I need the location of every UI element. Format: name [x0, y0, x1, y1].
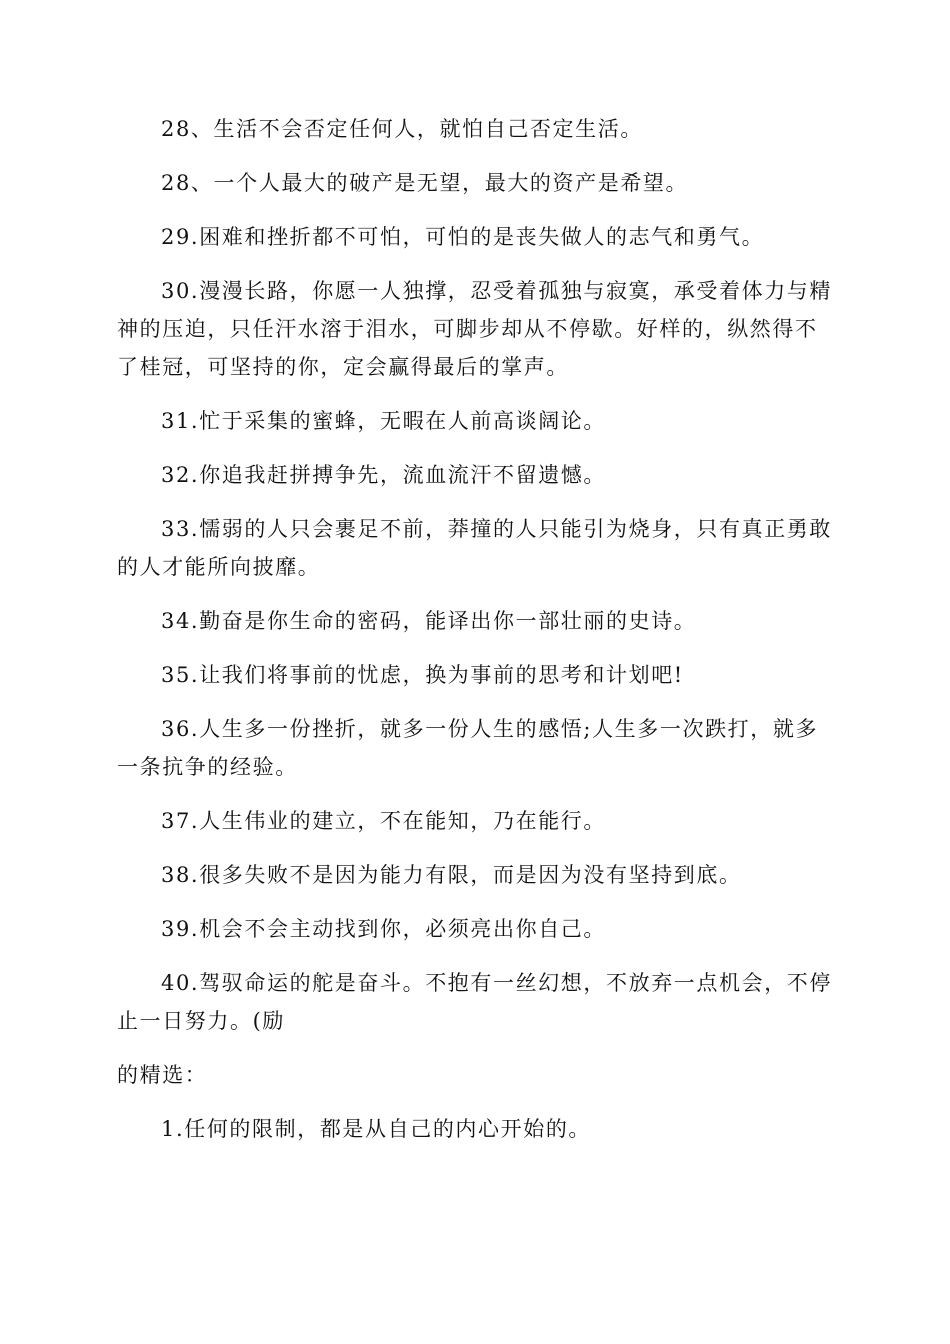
paragraph: 31.忙于采集的蜜蜂，无暇在人前高谈阔论。	[161, 409, 606, 433]
paragraph: 30.漫漫长路，你愿一人独撑，忍受着孤独与寂寞，承受着体力与精神的压迫，只任汗水溶于泪水，可脚步却从不停歇。好样的，纵然得不了桂冠，可坚持的你，定会赢得最后的掌声。	[117, 279, 832, 379]
paragraph: 38.很多失败不是因为能力有限，而是因为没有坚持到底。	[161, 863, 742, 887]
paragraph: 39.机会不会主动找到你，必须亮出你自己。	[161, 917, 606, 941]
document-body	[117, 110, 833, 1164]
paragraph: 37.人生伟业的建立，不在能知，乃在能行。	[161, 809, 606, 833]
paragraph: 的精选：	[117, 1063, 208, 1087]
paragraph: 32.你追我赶拼搏争先，流血流汗不留遗憾。	[161, 463, 606, 487]
paragraph: 1.任何的限制，都是从自己的内心开始的。	[161, 1117, 592, 1141]
paragraph: 33.懦弱的人只会裹足不前，莽撞的人只能引为烧身，只有真正勇敢的人才能所向披靡。	[117, 517, 832, 579]
paragraph: 34.勤奋是你生命的密码，能译出你一部壮丽的史诗。	[161, 609, 697, 633]
paragraph: 29.困难和挫折都不可怕，可怕的是丧失做人的志气和勇气。	[161, 225, 765, 249]
paragraph: 40.驾驭命运的舵是奋斗。不抱有一丝幻想，不放弃一点机会，不停止一日努力。(励	[117, 971, 832, 1033]
paragraph: 36.人生多一份挫折，就多一份人生的感悟;人生多一次跌打，就多一条抗争的经验。	[117, 717, 819, 779]
paragraph: 35.让我们将事前的忧虑，换为事前的思考和计划吧!	[161, 663, 684, 687]
paragraph: 28、一个人最大的破产是无望，最大的资产是希望。	[161, 171, 689, 195]
paragraph: 28、生活不会否定任何人，就怕自己否定生活。	[161, 117, 643, 141]
